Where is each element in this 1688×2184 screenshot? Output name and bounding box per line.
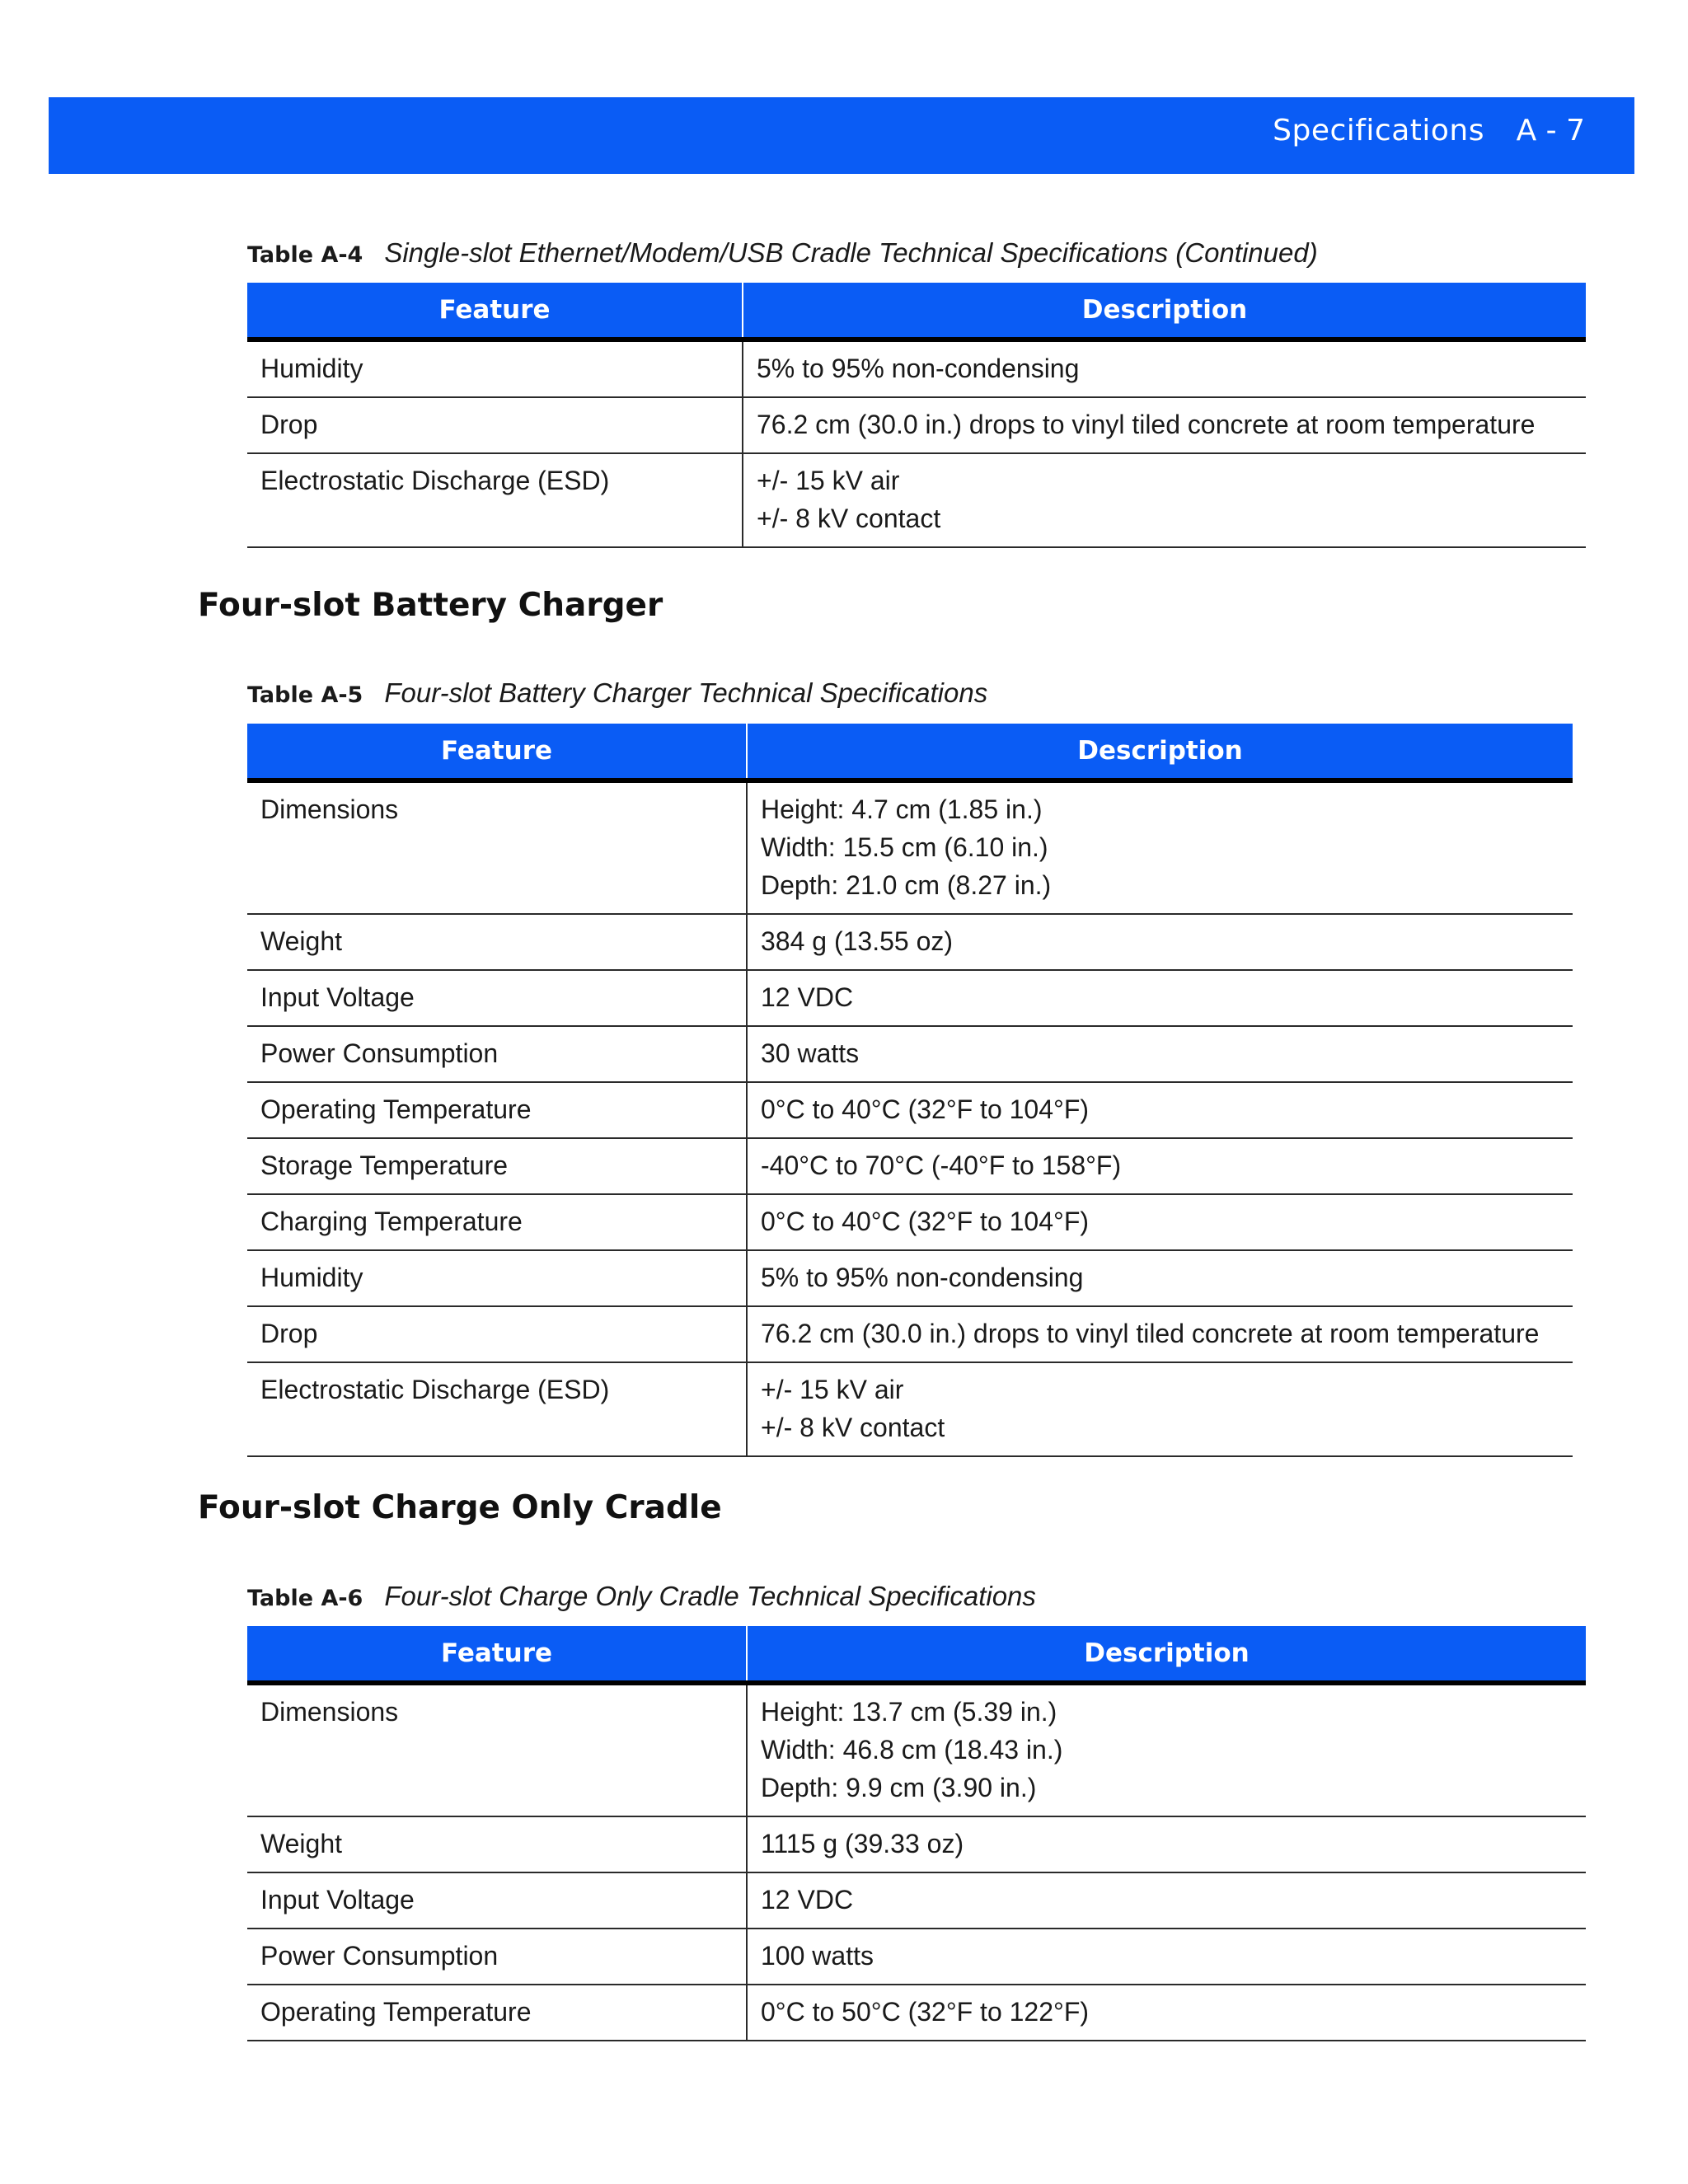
- table-a4-title: Single-slot Ethernet/Modem/USB Cradle Technical Specifications (Continued): [384, 237, 1318, 268]
- feature-cell: Electrostatic Discharge (ESD): [247, 1362, 747, 1456]
- table-a5-caption: [247, 677, 987, 709]
- table-a5: [247, 724, 1573, 1457]
- table-row: [247, 1985, 1586, 2041]
- description-line: 76.2 cm (30.0 in.) drops to vinyl tiled concrete at room temperature: [761, 1319, 1540, 1348]
- table-a6: [247, 1626, 1586, 2041]
- table-row: [247, 1929, 1586, 1985]
- header-section-title: Specifications: [1273, 114, 1484, 148]
- feature-cell: Weight: [247, 1816, 747, 1872]
- description-cell: [747, 970, 1573, 1026]
- feature-cell: Drop: [247, 397, 743, 453]
- description-cell: [743, 340, 1586, 397]
- description-cell: [747, 1985, 1586, 2041]
- feature-cell: Input Voltage: [247, 970, 747, 1026]
- feature-cell: Humidity: [247, 1250, 747, 1306]
- description-line: 0°C to 50°C (32°F to 122°F): [761, 1997, 1090, 2027]
- table-row: [247, 1306, 1573, 1362]
- description-cell: [747, 1082, 1573, 1138]
- table-row: [247, 1026, 1573, 1082]
- description-cell: [747, 1872, 1586, 1929]
- description-cell: [747, 1026, 1573, 1082]
- column-header-feature: Feature: [247, 1626, 747, 1683]
- description-line: +/- 8 kV contact: [757, 504, 941, 533]
- feature-cell: Storage Temperature: [247, 1138, 747, 1194]
- feature-cell: Dimensions: [247, 780, 747, 914]
- table-a6-caption: [247, 1581, 1036, 1612]
- table-row: [247, 397, 1586, 453]
- table-a5-label: Table A-5: [247, 682, 363, 708]
- feature-cell: Power Consumption: [247, 1026, 747, 1082]
- description-line: 384 g (13.55 oz): [761, 926, 954, 956]
- description-line: Depth: 9.9 cm (3.90 in.): [761, 1773, 1037, 1802]
- feature-cell: Electrostatic Discharge (ESD): [247, 453, 743, 547]
- description-line: 12 VDC: [761, 1885, 854, 1915]
- description-cell: [747, 1929, 1586, 1985]
- table-header-row: [247, 724, 1573, 780]
- section-heading-battery-charger: Four-slot Battery Charger: [198, 587, 663, 624]
- description-line: +/- 15 kV air: [761, 1375, 904, 1404]
- feature-cell: Power Consumption: [247, 1929, 747, 1985]
- description-line: 12 VDC: [761, 982, 854, 1012]
- column-header-feature: Feature: [247, 283, 743, 340]
- feature-cell: Weight: [247, 914, 747, 970]
- description-cell: [747, 1194, 1573, 1250]
- description-line: Width: 15.5 cm (6.10 in.): [761, 832, 1048, 862]
- column-header-feature: Feature: [247, 724, 747, 780]
- description-line: 0°C to 40°C (32°F to 104°F): [761, 1207, 1090, 1236]
- feature-cell: Humidity: [247, 340, 743, 397]
- feature-cell: Charging Temperature: [247, 1194, 747, 1250]
- description-cell: [747, 1306, 1573, 1362]
- section-heading-charge-only-cradle: Four-slot Charge Only Cradle: [198, 1489, 722, 1526]
- feature-cell: Dimensions: [247, 1683, 747, 1816]
- description-cell: [747, 1250, 1573, 1306]
- description-line: +/- 15 kV air: [757, 466, 900, 495]
- table-row: [247, 1138, 1573, 1194]
- description-line: 1115 g (39.33 oz): [761, 1829, 964, 1858]
- table-row: [247, 1082, 1573, 1138]
- description-cell: [747, 1816, 1586, 1872]
- feature-cell: Operating Temperature: [247, 1082, 747, 1138]
- description-line: Width: 46.8 cm (18.43 in.): [761, 1735, 1063, 1765]
- table-a4-caption: [247, 237, 1318, 269]
- description-line: 100 watts: [761, 1941, 874, 1971]
- table-row: [247, 1816, 1586, 1872]
- table-row: [247, 1194, 1573, 1250]
- description-cell: [747, 1362, 1573, 1456]
- table-a6-label: Table A-6: [247, 1586, 363, 1611]
- table-row: [247, 970, 1573, 1026]
- description-line: Height: 4.7 cm (1.85 in.): [761, 794, 1043, 824]
- description-cell: [747, 914, 1573, 970]
- table-header-row: [247, 1626, 1586, 1683]
- description-line: 0°C to 40°C (32°F to 104°F): [761, 1094, 1090, 1124]
- description-cell: [747, 780, 1573, 914]
- table-row: [247, 914, 1573, 970]
- column-header-description: Description: [747, 724, 1573, 780]
- column-header-description: Description: [743, 283, 1586, 340]
- description-cell: [743, 453, 1586, 547]
- feature-cell: Drop: [247, 1306, 747, 1362]
- description-line: Height: 13.7 cm (5.39 in.): [761, 1697, 1057, 1727]
- description-line: +/- 8 kV contact: [761, 1413, 945, 1442]
- page-header: [49, 97, 1634, 174]
- description-line: 76.2 cm (30.0 in.) drops to vinyl tiled concrete at room temperature: [757, 410, 1536, 439]
- table-row: [247, 1362, 1573, 1456]
- table-a4-label: Table A-4: [247, 242, 363, 268]
- description-cell: [743, 397, 1586, 453]
- description-line: Depth: 21.0 cm (8.27 in.): [761, 870, 1052, 900]
- table-header-row: [247, 283, 1586, 340]
- feature-cell: Input Voltage: [247, 1872, 747, 1929]
- table-row: [247, 1683, 1586, 1816]
- description-cell: [747, 1138, 1573, 1194]
- description-line: 5% to 95% non-condensing: [761, 1263, 1084, 1292]
- table-row: [247, 340, 1586, 397]
- table-a6-title: Four-slot Charge Only Cradle Technical Specifications: [384, 1581, 1036, 1611]
- table-row: [247, 453, 1586, 547]
- feature-cell: Operating Temperature: [247, 1985, 747, 2041]
- table-row: [247, 1250, 1573, 1306]
- table-row: [247, 1872, 1586, 1929]
- description-cell: [747, 1683, 1586, 1816]
- table-a5-title: Four-slot Battery Charger Technical Specifications: [384, 677, 988, 708]
- description-line: -40°C to 70°C (-40°F to 158°F): [761, 1151, 1122, 1180]
- header-page-number: A - 7: [1516, 114, 1585, 148]
- table-a4: [247, 283, 1586, 548]
- description-line: 30 watts: [761, 1038, 860, 1068]
- column-header-description: Description: [747, 1626, 1586, 1683]
- description-line: 5% to 95% non-condensing: [757, 354, 1080, 383]
- table-row: [247, 780, 1573, 914]
